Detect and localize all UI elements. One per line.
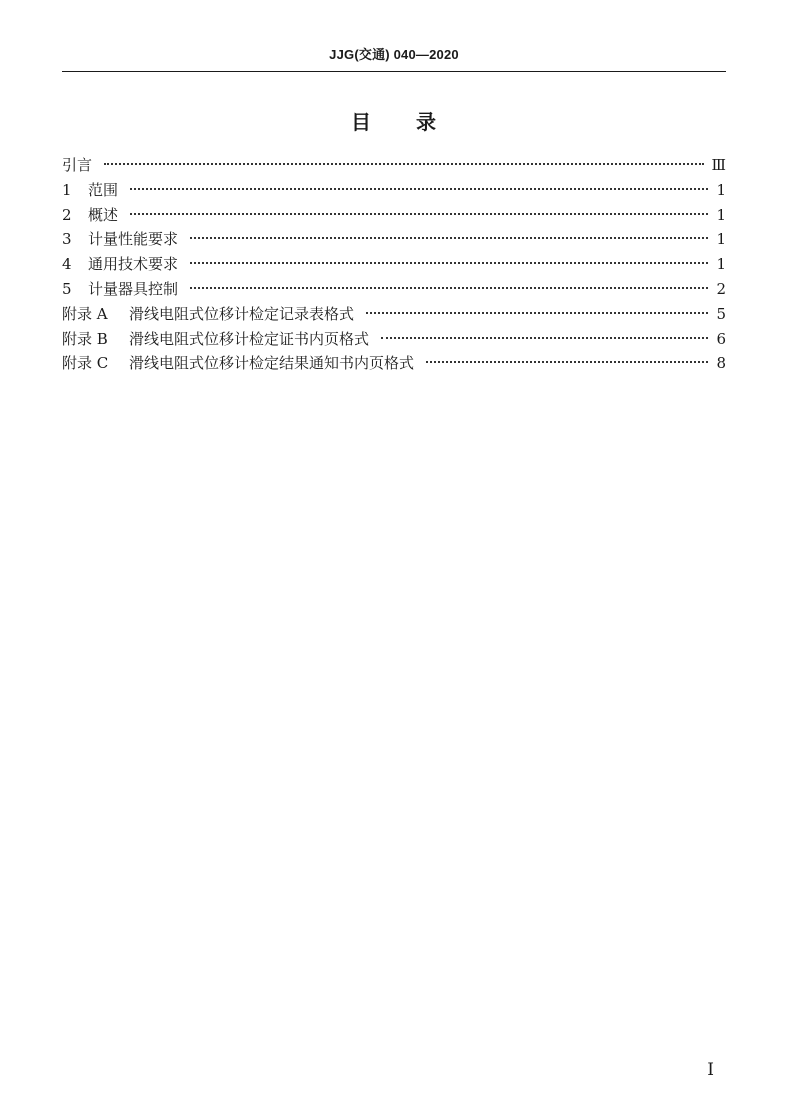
toc-dot-leader	[130, 188, 708, 190]
toc-entry-number: 3	[62, 230, 72, 249]
toc-entry-label: 范围	[88, 180, 119, 199]
header-rule	[62, 71, 726, 72]
toc-dot-leader	[130, 213, 708, 215]
toc-title-char-1: 目	[351, 110, 372, 134]
toc-entry-page: 8	[716, 354, 726, 373]
toc-entry-page: 1	[716, 230, 726, 249]
toc-entry-number: 2	[62, 205, 72, 224]
toc-entry-overview[interactable]	[62, 203, 726, 228]
toc-entry-technical-requirements[interactable]	[62, 252, 726, 277]
toc-entry-introduction[interactable]	[62, 153, 726, 178]
toc-entry-page: Ⅲ	[711, 156, 726, 174]
toc-entry-label: 引言	[62, 156, 93, 174]
toc-dot-leader	[104, 163, 704, 165]
toc-entry-scope[interactable]	[62, 178, 726, 203]
toc-entry-page: 6	[716, 329, 726, 348]
toc-entry-page: 2	[716, 279, 726, 298]
toc-entry-number: 4	[62, 255, 72, 274]
document-header: JJG(交通) 040—2020	[329, 47, 459, 62]
toc-entry-appendix-b[interactable]	[62, 327, 726, 352]
page-number: Ⅰ	[707, 1060, 714, 1080]
toc-entry-number: 1	[62, 180, 72, 199]
toc-entry-metrological-requirements[interactable]	[62, 227, 726, 252]
toc-entry-label: 计量性能要求	[88, 230, 179, 249]
toc-entry-page: 1	[716, 180, 726, 199]
toc-entry-page: 5	[716, 304, 726, 323]
toc-dot-leader	[381, 337, 708, 339]
toc-entry-label: 概述	[88, 205, 119, 224]
toc-entry-appendix-c[interactable]	[62, 351, 726, 376]
toc-entry-appendix-a[interactable]	[62, 302, 726, 327]
toc-entry-page: 1	[716, 255, 726, 274]
toc-entry-number: 附录 C	[62, 354, 109, 373]
toc-dot-leader	[426, 361, 708, 363]
toc-entry-number: 附录 A	[62, 304, 108, 323]
toc-entry-label: 通用技术要求	[88, 255, 179, 274]
toc-dot-leader	[190, 237, 708, 239]
toc-entry-page: 1	[716, 205, 726, 224]
toc-title-char-2: 录	[416, 110, 437, 134]
toc-title	[62, 106, 726, 135]
toc-dot-leader	[190, 262, 708, 264]
toc-entry-label: 滑线电阻式位移计检定结果通知书内页格式	[129, 354, 415, 373]
toc-entry-label: 滑线电阻式位移计检定记录表格式	[129, 304, 355, 323]
table-of-contents	[62, 153, 726, 376]
toc-dot-leader	[366, 312, 708, 314]
toc-entry-label: 滑线电阻式位移计检定证书内页格式	[129, 329, 370, 348]
toc-entry-number: 5	[62, 279, 72, 298]
toc-entry-number: 附录 B	[62, 329, 108, 348]
toc-entry-instrument-control[interactable]	[62, 277, 726, 302]
toc-dot-leader	[190, 287, 708, 289]
toc-entry-label: 计量器具控制	[88, 279, 179, 298]
